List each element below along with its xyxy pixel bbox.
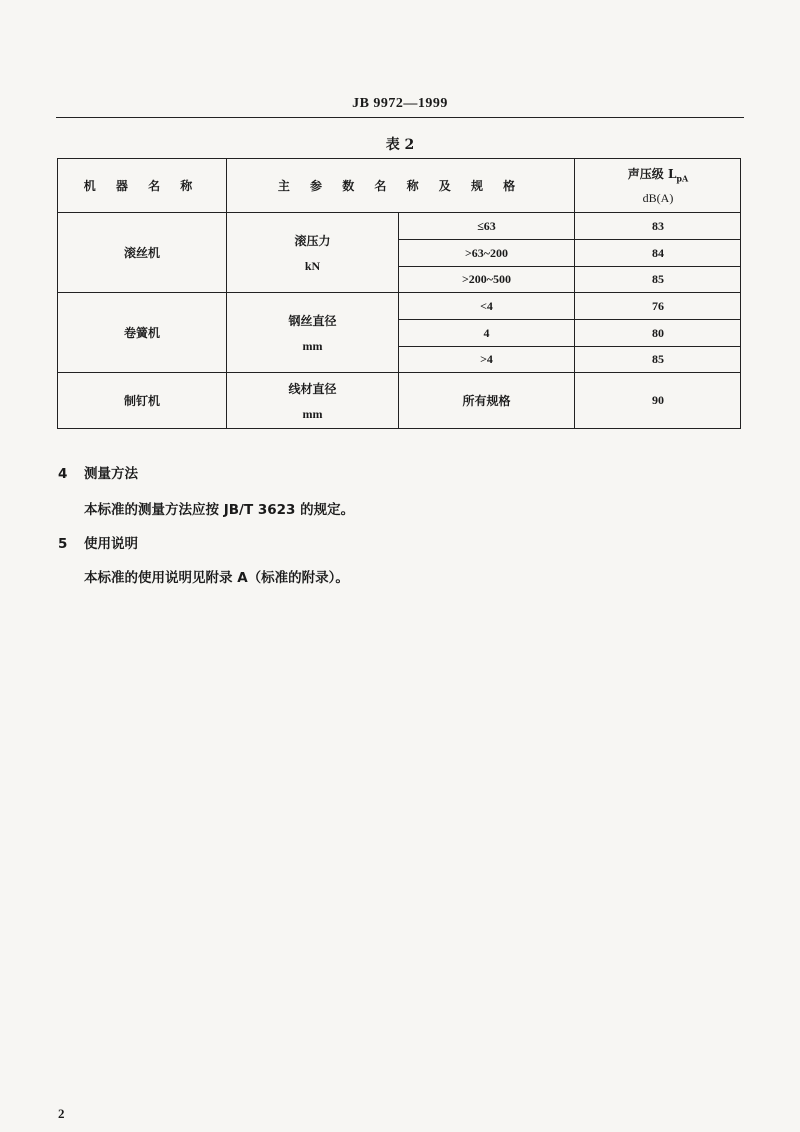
header-spl: [575, 159, 741, 212]
section-title: 测量方法: [84, 466, 138, 482]
param-name: 线材直径: [288, 381, 337, 396]
noise-table: [57, 158, 741, 429]
value-cell: 80: [652, 325, 664, 340]
param-unit: kN: [304, 258, 321, 273]
header-spl-subscript: pA: [676, 173, 689, 184]
header-params: 主 参 数 名 称 及 规 格: [277, 179, 524, 193]
section-heading: [58, 462, 138, 482]
section-body: 本标准的测量方法应按 JB/T 3623 的规定。: [84, 502, 355, 518]
machine-cell: 滚丝机: [123, 246, 160, 260]
standard-code: JB 9972—1999: [352, 96, 448, 111]
spec-cell: 4: [483, 325, 490, 340]
spec-cell: ≤63: [477, 218, 496, 233]
param-name: 滚压力: [294, 233, 331, 248]
param-cell: [227, 373, 398, 428]
machine-cell: 制钉机: [123, 394, 160, 408]
page-number: 2: [58, 1106, 65, 1121]
spec-cell: >4: [480, 352, 493, 366]
param-unit: mm: [302, 338, 323, 353]
value-cell: 76: [652, 298, 664, 313]
value-cell: 90: [652, 393, 664, 407]
section-number: 5: [58, 536, 68, 552]
header-machine-name: 机 器 名 称: [83, 179, 201, 193]
spec-cell: <4: [480, 298, 493, 313]
spec-cell: >63~200: [464, 245, 509, 260]
section-title: 使用说明: [84, 536, 138, 552]
machine-cell: 卷簧机: [123, 326, 160, 340]
header-spl-label: 声压级 L: [627, 166, 677, 181]
section-heading: [58, 532, 138, 552]
spec-cell: >200~500: [461, 272, 512, 286]
table-caption: 表 2: [385, 137, 415, 153]
param-cell: [227, 293, 398, 372]
section-body: 本标准的使用说明见附录 A（标准的附录）。: [84, 570, 349, 586]
param-name: 钢丝直径: [288, 313, 337, 328]
param-unit: mm: [302, 406, 323, 421]
value-cell: 85: [652, 272, 664, 286]
value-cell: 84: [652, 245, 664, 260]
value-cell: 83: [652, 218, 664, 233]
section-number: 4: [58, 466, 68, 482]
spec-cell: 所有规格: [462, 394, 511, 408]
param-cell: [227, 213, 398, 292]
header-spl-unit: dB(A): [642, 191, 674, 206]
header-rule: [56, 117, 744, 118]
value-cell: 85: [652, 352, 664, 366]
